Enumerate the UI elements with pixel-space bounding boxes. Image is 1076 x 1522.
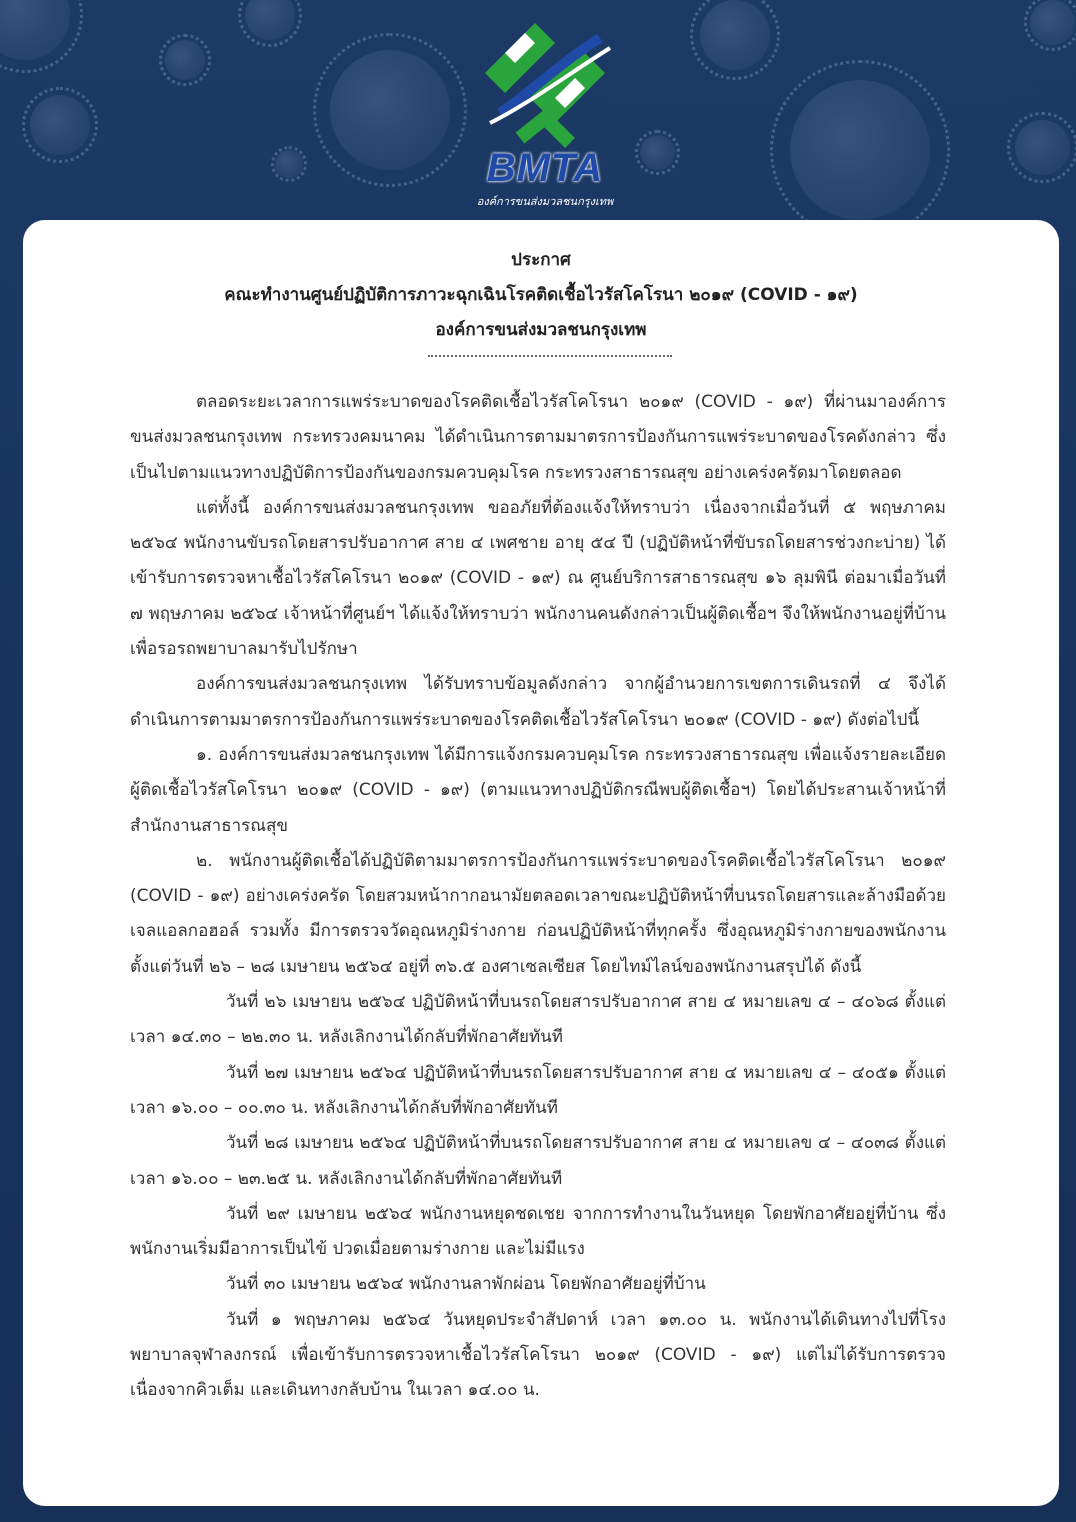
timeline-item: วันที่ ๒๗ เมษายน ๒๕๖๔ ปฏิบัติหน้าที่บนรถโดยสารปรับอากาศ สาย ๔ หมายเลข ๔ – ๔๐๕๑ ตั้งแต่เวลา ๑๖.๐๐ – ๐๐.๓๐ น. หลังเลิกงานได้กลับที่พักอาศัยทันที [130, 1062, 946, 1118]
virus-decoration-icon [30, 95, 90, 155]
paragraph-intro: ตลอดระยะเวลาการแพร่ระบาดของโรคติดเชื้อไวรัสโคโรนา ๒๐๑๙ (COVID - ๑๙) ที่ผ่านมาองค์การขนส่งมวลชนกรุงเทพ กระทรวงคมนาคม ได้ดำเนินการตามมาตรการป้องกันการแพร่ระบาดของโรคดังกล่าว ซึ่งเป็นไปตามแนวทางปฏิบัติการป้องกันของกรมควบคุมโรค กระทรวงสาธารณสุข อย่างเคร่งครัดมาโดยตลอด [130, 392, 946, 483]
virus-decoration-icon [700, 0, 770, 70]
timeline-item: วันที่ ๓๐ เมษายน ๒๕๖๔ พนักงานลาพักผ่อน โดยพักอาศัยอยู่ที่บ้าน [226, 1274, 706, 1295]
announcement-title: ประกาศ [511, 250, 571, 270]
bmta-logo [460, 18, 630, 208]
virus-decoration-icon [165, 40, 205, 80]
virus-decoration-icon [790, 80, 930, 220]
bmta-logo-subtitle: องค์การขนส่งมวลชนกรุงเทพ [476, 195, 614, 208]
announcement-body [130, 385, 946, 1409]
paragraph-response: องค์การขนส่งมวลชนกรุงเทพ ได้รับทราบข้อมูลดังกล่าว จากผู้อำนวยการเขตการเดินรถที่ ๔ จึงได้ดำเนินการตามมาตรการป้องกันการแพร่ระบาดของโรคติดเชื้อไวรัสโคโรนา ๒๐๑๙ (COVID - ๑๙) ดังต่อไปนี้ [130, 674, 946, 730]
bmta-logo-text: BMTA [486, 146, 604, 190]
virus-decoration-icon [1015, 120, 1070, 175]
timeline-item: วันที่ ๑ พฤษภาคม ๒๕๖๔ วันหยุดประจำสัปดาห์ เวลา ๑๓.๐๐ น. พนักงานได้เดินทางไปที่โรงพยาบาลจุฬาลงกรณ์ เพื่อเข้ารับการตรวจหาเชื้อไวรัสโคโรนา ๒๐๑๙ (COVID - ๑๙) แต่ไม่ได้รับการตรวจ เนื่องจากคิวเต็ม และเดินทางกลับบ้าน ในเวลา ๑๔.๐๐ น. [130, 1309, 946, 1401]
paragraph-incident: แต่ทั้งนี้ องค์การขนส่งมวลชนกรุงเทพ ขออภัยที่ต้องแจ้งให้ทราบว่า เนื่องจากเมื่อวันที่ ๕ พฤษภาคม ๒๕๖๔ พนักงานขับรถโดยสารปรับอากาศ สาย ๔ เพศชาย อายุ ๕๔ ปี (ปฏิบัติหน้าที่ขับรถโดยสารช่วงกะบ่าย) ได้เข้ารับการตรวจหาเชื้อไวรัสโคโรนา ๒๐๑๙ (COVID - ๑๙) ณ ศูนย์บริการสาธารณสุข ๑๖ ลุมพินี ต่อมาเมื่อวันที่ ๗ พฤษภาคม ๒๕๖๔ เจ้าหน้าที่ศูนย์ฯ ได้แจ้งให้ทราบว่า พนักงานคนดังกล่าวเป็นผู้ติดเชื้อฯ จึงให้พนักงานอยู่ที่บ้าน เพื่อรอรถพยาบาลมารับไปรักษา [130, 497, 946, 660]
virus-decoration-icon [640, 135, 675, 170]
bmta-emblem-icon [460, 18, 630, 158]
virus-decoration-icon [275, 150, 303, 178]
header-separator [428, 355, 672, 357]
announcement-committee: คณะทำงานศูนย์ปฏิบัติการภาวะฉุกเฉินโรคติดเชื้อไวรัสโคโรนา ๒๐๑๙ (COVID - ๑๙) [224, 285, 858, 305]
virus-decoration-icon [1030, 0, 1075, 45]
paragraph-item-2: ๒. พนักงานผู้ติดเชื้อได้ปฏิบัติตามมาตรการป้องกันการแพร่ระบาดของโรคติดเชื้อไวรัสโคโรนา ๒๐๑๙ (COVID - ๑๙) อย่างเคร่งครัด โดยสวมหน้ากากอนามัยตลอดเวลาขณะปฏิบัติหน้าที่บนรถโดยสารและล้างมือด้วยเจลแอลกอฮอล์ รวมทั้ง มีการตรวจวัดอุณหภูมิร่างกาย ก่อนปฏิบัติหน้าที่ทุกครั้ง ซึ่งอุณหภูมิร่างกายของพนักงาน ตั้งแต่วันที่ ๒๖ – ๒๘ เมษายน ๒๕๖๔ อยู่ที่ ๓๖.๕ องศาเซลเซียส โดยไทม์ไลน์ของพนักงานสรุปได้ ดังนี้ [130, 850, 946, 977]
announcement-card [23, 220, 1059, 1506]
timeline-item: วันที่ ๒๖ เมษายน ๒๕๖๔ ปฏิบัติหน้าที่บนรถโดยสารปรับอากาศ สาย ๔ หมายเลข ๔ – ๔๐๖๘ ตั้งแต่เวลา ๑๔.๓๐ – ๒๒.๓๐ น. หลังเลิกงานได้กลับที่พักอาศัยทันที [130, 992, 946, 1048]
virus-decoration-icon [245, 0, 295, 40]
paragraph-item-1: ๑. องค์การขนส่งมวลชนกรุงเทพ ได้มีการแจ้งกรมควบคุมโรค กระทรวงสาธารณสุข เพื่อแจ้งรายละเอียดผู้ติดเชื้อไวรัสโคโรนา ๒๐๑๙ (COVID - ๑๙) (ตามแนวทางปฏิบัติกรณีพบผู้ติดเชื้อฯ) โดยได้ประสานเจ้าหน้าที่สำนักงานสาธารณสุข [130, 744, 946, 836]
virus-decoration-icon [330, 50, 450, 170]
timeline-item: วันที่ ๒๙ เมษายน ๒๕๖๔ พนักงานหยุดชดเชย จากการทำงานในวันหยุด โดยพักอาศัยอยู่ที่บ้าน ซึ่งพนักงานเริ่มมีอาการเป็นไข้ ปวดเมื่อยตามร่างกาย และไม่มีแรง [130, 1203, 946, 1260]
announcement-organization: องค์การขนส่งมวลชนกรุงเทพ [435, 320, 647, 340]
virus-decoration-icon [0, 0, 70, 60]
timeline-item: วันที่ ๒๘ เมษายน ๒๕๖๔ ปฏิบัติหน้าที่บนรถโดยสารปรับอากาศ สาย ๔ หมายเลข ๔ – ๔๐๓๘ ตั้งแต่เวลา ๑๖.๐๐ – ๒๓.๒๕ น. หลังเลิกงานได้กลับที่พักอาศัยทันที [130, 1133, 946, 1189]
